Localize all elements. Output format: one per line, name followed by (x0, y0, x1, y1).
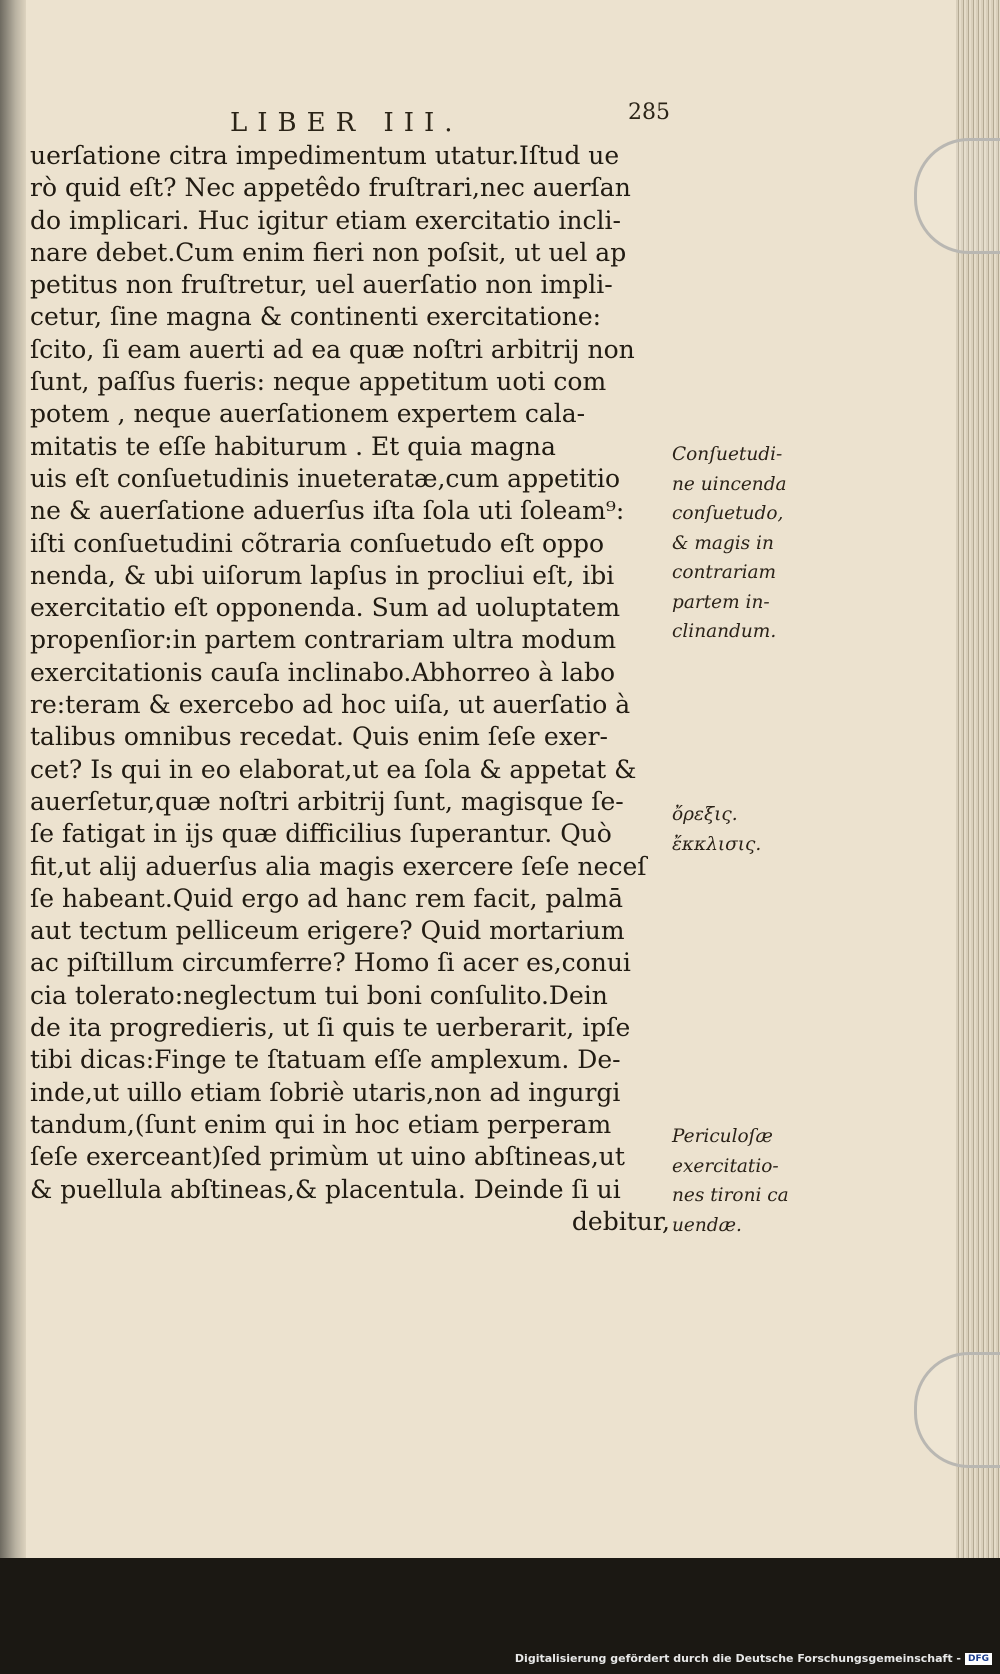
text-line: fit,ut alij aduerſus alia magis exercere ſeſe neceſ (30, 851, 647, 881)
text-line: ſunt, paſſus fueris: neque appetitum uoti com (30, 367, 607, 397)
text-line: ſe fatigat in ijs quæ difficilius ſuperantur. Quò (30, 819, 612, 849)
text-line: nenda, & ubi uiſorum lapſus in procliui eſt, ibi (30, 560, 615, 590)
text-line: rò quid eſt? Nec appetêdo fruſtrari,nec auerſan (30, 173, 631, 203)
text-line: re:teram & exercebo ad hoc uiſa, ut auerſatio à (30, 690, 631, 720)
text-line: cia tolerato:neglectum tui boni conſulito.Dein (30, 980, 608, 1010)
margin-note-line: ὄρεξις. (672, 804, 738, 825)
text-line: exercitationis cauſa inclinabo.Abhorreo à labo (30, 657, 616, 687)
text-line: talibus omnibus recedat. Quis enim ſeſe exer- (30, 722, 608, 752)
text-line: potem , neque auerſationem expertem cala- (30, 399, 586, 429)
margin-note-greek (672, 800, 832, 859)
text-line: inde,ut uillo etiam ſobriè utaris,non ad ingurgi (30, 1077, 621, 1107)
text-line: uerſatione citra impedimentum utatur.Iſtud ue (30, 141, 620, 170)
margin-note-line: partem in- (672, 591, 770, 613)
text-line: ſe habeant.Quid ergo ad hanc rem facit, palmā (30, 883, 624, 913)
text-line: propenſior:in partem contrariam ultra modum (30, 625, 617, 655)
book-gutter (0, 0, 26, 1558)
page-number: 285 (628, 100, 670, 125)
text-line: de ita progredieris, ut ſi quis te uerberarit, ipſe (30, 1013, 631, 1043)
text-line: ſcito, ſi eam auerti ad ea quæ noſtri arbitrij non (30, 334, 635, 364)
text-line: ac piſtillum circumferre? Homo ſi acer es,conui (30, 948, 631, 978)
margin-note-line: Conſuetudi- (672, 444, 783, 465)
text-line: tibi dicas:Finge te ſtatuam eſſe amplexum. De- (30, 1045, 621, 1075)
margin-note-line: Periculoſæ (672, 1126, 773, 1147)
margin-note-consuetudo (672, 440, 832, 647)
credit-text: Digitalisierung gefördert durch die Deutsche Forschungsgemeinschaft - (514, 1652, 961, 1665)
text-line: cetur, ſine magna & continenti exercitatione: (30, 302, 602, 332)
text-line: ſeſe exerceant)ſed primùm ut uino abſtineas,ut (30, 1142, 625, 1172)
text-line: auerſetur,quæ noſtri arbitrij ſunt, magisque ſe- (30, 786, 624, 816)
margin-note-line: exercitatio- (672, 1155, 779, 1177)
running-head: LIBER III. (230, 108, 463, 138)
text-line: tandum,(ſunt enim qui in hoc etiam perperam (30, 1109, 612, 1139)
margin-note-line: contrariam (672, 562, 777, 583)
text-line: do implicari. Huc igitur etiam exercitatio incli- (30, 205, 621, 235)
text-line: ne & auerſatione aduerſus iſta ſola uti ſoleam⁹: (30, 496, 625, 526)
margin-note-line: ne uincenda (672, 473, 787, 495)
text-line: exercitatio eſt opponenda. Sum ad uoluptatem (30, 593, 621, 623)
catchword: debitur, (571, 1206, 670, 1236)
margin-note-line: conſuetudo, (672, 503, 784, 524)
text-line: uis eſt conſuetudinis inueteratæ,cum appetitio (30, 463, 621, 493)
dfg-logo: DFG (965, 1653, 992, 1665)
margin-note-line: nes tironi ca (672, 1185, 789, 1206)
text-line: mitatis te eſſe habiturum . Et quia magna (30, 431, 556, 461)
text-line: nare debet.Cum enim fieri non poſsit, ut uel ap (30, 237, 627, 267)
text-line: & puellula abſtineas,& placentula. Deinde ſi ui (30, 1174, 621, 1204)
margin-note-line: uendæ. (672, 1214, 742, 1236)
margin-note-line: & magis in (672, 532, 774, 554)
text-line: iſti conſuetudini cõtraria conſuetudo eſt oppo (30, 528, 605, 558)
main-text-block (30, 140, 680, 1238)
margin-note-line: clinandum. (672, 621, 777, 642)
text-line: petitus non fruſtretur, uel auerſatio non impli- (30, 270, 613, 300)
margin-note-line: ἔκκλισις. (672, 833, 762, 855)
digitization-credit (515, 1652, 992, 1670)
text-line: cet? Is qui in eo elaborat,ut ea ſola & appetat & (30, 754, 637, 784)
text-line: aut tectum pelliceum erigere? Quid mortarium (30, 916, 625, 946)
margin-note-periculosae (672, 1122, 832, 1240)
